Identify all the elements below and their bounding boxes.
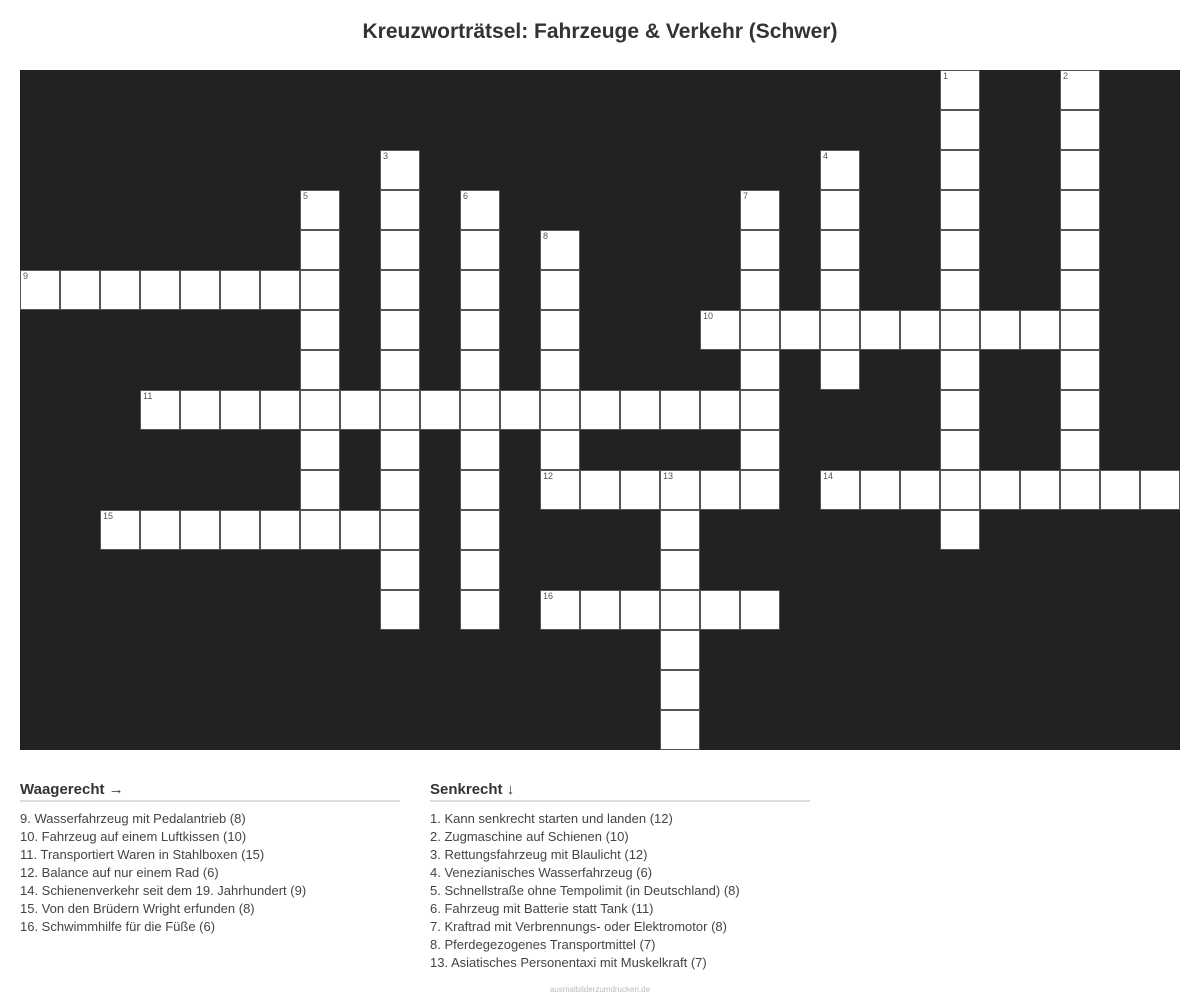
grid-cell[interactable] [180, 390, 220, 430]
grid-cell[interactable] [740, 230, 780, 270]
clue-down-4: 4. Venezianisches Wasserfahrzeug (6) [430, 865, 653, 880]
grid-cell[interactable] [460, 390, 500, 430]
grid-cell[interactable] [100, 270, 140, 310]
grid-cell[interactable] [1100, 470, 1140, 510]
grid-cell[interactable] [300, 470, 340, 510]
down-heading: Senkrecht ↓ [430, 780, 810, 802]
grid-cell[interactable] [1060, 470, 1100, 510]
clue-number: 11 [143, 391, 153, 401]
grid-cell[interactable] [380, 550, 420, 590]
clue-down-5: 5. Schnellstraße ohne Tempolimit (in Deutschland) (8) [430, 883, 740, 898]
grid-cell[interactable] [260, 270, 300, 310]
clue-across-16: 16. Schwimmhilfe für die Füße (6) [20, 919, 216, 934]
grid-cell[interactable] [940, 510, 980, 550]
across-heading: Waagerecht → [20, 780, 400, 802]
grid-cell[interactable] [60, 270, 100, 310]
grid-cell[interactable] [940, 310, 980, 350]
grid-cell[interactable] [660, 630, 700, 670]
grid-cell[interactable] [700, 390, 740, 430]
grid-cell[interactable] [260, 390, 300, 430]
clue-number: 6 [463, 191, 469, 201]
grid-cell[interactable] [940, 110, 980, 150]
grid-cell[interactable] [660, 550, 700, 590]
grid-cell[interactable] [1060, 270, 1100, 310]
grid-cell[interactable] [300, 430, 340, 470]
across-clues-section [20, 780, 400, 936]
grid-cell[interactable] [460, 510, 500, 550]
clue-down-2: 2. Zugmaschine auf Schienen (10) [430, 829, 629, 844]
grid-cell[interactable] [980, 470, 1020, 510]
grid-cell[interactable] [1060, 190, 1100, 230]
grid-cell[interactable] [740, 470, 780, 510]
clue-across-15: 15. Von den Brüdern Wright erfunden (8) [20, 901, 255, 916]
grid-cell[interactable] [660, 590, 700, 630]
grid-cell[interactable] [940, 190, 980, 230]
grid-cell[interactable] [900, 310, 940, 350]
grid-cell[interactable] [460, 550, 500, 590]
grid-cell[interactable] [700, 590, 740, 630]
clue-across-12: 12. Balance auf nur einem Rad (6) [20, 865, 219, 880]
grid-cell[interactable] [300, 310, 340, 350]
grid-cell[interactable] [980, 310, 1020, 350]
grid-cell[interactable] [1060, 430, 1100, 470]
clue-down-13: 13. Asiatisches Personentaxi mit Muskelkraft (7) [430, 955, 707, 970]
grid-cell[interactable] [700, 470, 740, 510]
grid-cell[interactable] [540, 430, 580, 470]
grid-cell[interactable] [940, 150, 980, 190]
grid-cell[interactable] [380, 350, 420, 390]
grid-cell[interactable] [380, 230, 420, 270]
grid-cell[interactable] [740, 270, 780, 310]
clue-across-10: 10. Fahrzeug auf einem Luftkissen (10) [20, 829, 247, 844]
grid-cell[interactable] [420, 390, 460, 430]
grid-cell[interactable] [300, 190, 340, 230]
grid-cell[interactable] [300, 270, 340, 310]
grid-cell[interactable] [660, 670, 700, 710]
grid-cell[interactable] [820, 350, 860, 390]
grid-cell[interactable] [380, 390, 420, 430]
grid-cell[interactable] [300, 230, 340, 270]
footer-credit: ausmalbilderzumdrucken.de [549, 985, 651, 994]
clue-number: 4 [823, 151, 829, 161]
grid-cell[interactable] [820, 470, 860, 510]
clue-number: 2 [1063, 71, 1069, 81]
clue-across-9: 9. Wasserfahrzeug mit Pedalantrieb (8) [20, 811, 246, 826]
grid-cell[interactable] [860, 470, 900, 510]
grid-cell[interactable] [1060, 110, 1100, 150]
grid-cell[interactable] [740, 430, 780, 470]
grid-cell[interactable] [220, 390, 260, 430]
grid-cell[interactable] [940, 230, 980, 270]
grid-cell[interactable] [740, 590, 780, 630]
grid-cell[interactable] [1060, 390, 1100, 430]
grid-cell[interactable] [780, 310, 820, 350]
grid-cell[interactable] [940, 350, 980, 390]
grid-cell[interactable] [460, 470, 500, 510]
grid-cell[interactable] [540, 390, 580, 430]
grid-cell[interactable] [540, 350, 580, 390]
grid-cell[interactable] [220, 510, 260, 550]
grid-cell[interactable] [660, 470, 700, 510]
clue-number: 5 [303, 191, 309, 201]
grid-cell[interactable] [900, 470, 940, 510]
grid-cell[interactable] [460, 310, 500, 350]
grid-cell[interactable] [300, 510, 340, 550]
clue-number: 12 [543, 471, 554, 481]
grid-cell[interactable] [1020, 470, 1060, 510]
grid-cell[interactable] [380, 470, 420, 510]
grid-cell[interactable] [540, 270, 580, 310]
clue-down-1: 1. Kann senkrecht starten und landen (12) [430, 811, 673, 826]
grid-cell[interactable] [940, 270, 980, 310]
grid-cell[interactable] [820, 230, 860, 270]
grid-cell[interactable] [380, 190, 420, 230]
grid-cell[interactable] [500, 390, 540, 430]
grid-cell[interactable] [820, 310, 860, 350]
grid-cell[interactable] [660, 510, 700, 550]
grid-cell[interactable] [700, 310, 740, 350]
grid-cell[interactable] [820, 270, 860, 310]
grid-cell[interactable] [540, 230, 580, 270]
grid-cell[interactable] [1140, 470, 1180, 510]
grid-cell[interactable] [340, 510, 380, 550]
grid-cell[interactable] [380, 590, 420, 630]
grid-cell[interactable] [1020, 310, 1060, 350]
page-title: Kreuzworträtsel: Fahrzeuge & Verkehr (Schwer) [362, 20, 838, 43]
grid-cell[interactable] [460, 190, 500, 230]
grid-cell[interactable] [340, 390, 380, 430]
grid-cell[interactable] [140, 510, 180, 550]
grid-cell[interactable] [940, 470, 980, 510]
grid-cell[interactable] [540, 470, 580, 510]
clue-down-3: 3. Rettungsfahrzeug mit Blaulicht (12) [430, 847, 648, 862]
grid-cell[interactable] [20, 270, 60, 310]
across-clue-list [20, 810, 400, 936]
grid-cell[interactable] [460, 590, 500, 630]
clue-number: 8 [543, 231, 549, 241]
grid-cell[interactable] [380, 430, 420, 470]
grid-cell[interactable] [460, 350, 500, 390]
grid-cell[interactable] [580, 390, 620, 430]
grid-cell[interactable] [660, 710, 700, 750]
grid-cell[interactable] [380, 510, 420, 550]
grid-cell[interactable] [740, 350, 780, 390]
grid-cell[interactable] [660, 390, 700, 430]
grid-cell[interactable] [940, 390, 980, 430]
grid-cell[interactable] [620, 590, 660, 630]
grid-cell[interactable] [180, 510, 220, 550]
down-clue-list [430, 810, 810, 972]
grid-cell[interactable] [1060, 70, 1100, 110]
clue-across-11: 11. Transportiert Waren in Stahlboxen (15) [20, 847, 265, 862]
grid-cell[interactable] [220, 270, 260, 310]
clue-down-8: 8. Pferdegezogenes Transportmittel (7) [430, 937, 656, 952]
grid-cell[interactable] [260, 510, 300, 550]
crossword-grid [20, 70, 1180, 750]
grid-cell[interactable] [380, 150, 420, 190]
clue-number: 1 [943, 71, 949, 81]
grid-cell[interactable] [820, 190, 860, 230]
grid-cell[interactable] [860, 310, 900, 350]
clue-number: 9 [23, 271, 29, 281]
clue-number: 13 [663, 471, 674, 481]
clue-down-6: 6. Fahrzeug mit Batterie statt Tank (11) [430, 901, 654, 916]
grid-cell[interactable] [620, 470, 660, 510]
grid-cell[interactable] [380, 310, 420, 350]
grid-cell[interactable] [300, 390, 340, 430]
grid-cell[interactable] [180, 270, 220, 310]
grid-cell[interactable] [460, 430, 500, 470]
grid-cell[interactable] [540, 590, 580, 630]
grid-cell[interactable] [140, 270, 180, 310]
clue-number: 14 [823, 471, 834, 481]
grid-cell[interactable] [1060, 230, 1100, 270]
grid-cell[interactable] [740, 190, 780, 230]
grid-cell[interactable] [1060, 350, 1100, 390]
grid-cell[interactable] [1060, 150, 1100, 190]
grid-cell[interactable] [940, 430, 980, 470]
grid-cell[interactable] [580, 470, 620, 510]
grid-cell[interactable] [380, 270, 420, 310]
down-clues-section [430, 780, 810, 972]
grid-cell[interactable] [460, 230, 500, 270]
grid-cell[interactable] [580, 590, 620, 630]
grid-cell[interactable] [820, 150, 860, 190]
grid-cell[interactable] [620, 390, 660, 430]
clue-number: 10 [703, 311, 714, 321]
grid-cell[interactable] [740, 390, 780, 430]
clue-number: 16 [543, 591, 554, 601]
clue-down-7: 7. Kraftrad mit Verbrennungs- oder Elektromotor (8) [430, 919, 727, 934]
grid-cell[interactable] [300, 350, 340, 390]
clue-number: 15 [103, 511, 114, 521]
clue-number: 7 [743, 191, 749, 201]
grid-cell[interactable] [740, 310, 780, 350]
grid-cell[interactable] [540, 310, 580, 350]
grid-cell[interactable] [100, 510, 140, 550]
grid-cell[interactable] [1060, 310, 1100, 350]
grid-cell[interactable] [940, 70, 980, 110]
clue-across-14: 14. Schienenverkehr seit dem 19. Jahrhundert (9) [20, 883, 307, 898]
grid-cell[interactable] [140, 390, 180, 430]
clue-number: 3 [383, 151, 389, 161]
grid-cell[interactable] [460, 270, 500, 310]
